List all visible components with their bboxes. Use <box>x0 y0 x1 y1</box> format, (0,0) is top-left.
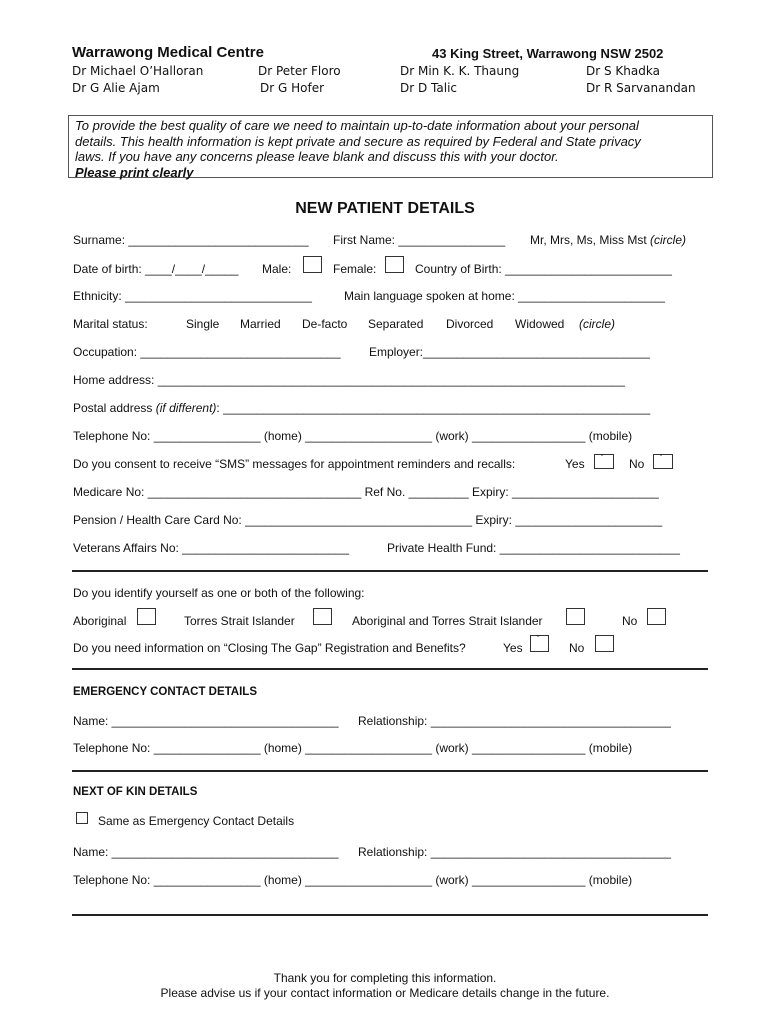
postal-hint: (if different) <box>155 401 217 415</box>
gap-question: Do you need information on “Closing The Gap” Registration and Benefits? <box>73 641 466 655</box>
doctor-name: Dr D Talic <box>400 81 458 95</box>
private-health-field[interactable]: Private Health Fund: ___________________________ <box>387 541 680 555</box>
postal-label: Postal address <box>73 401 153 415</box>
occupation-field[interactable]: Occupation: ______________________________ <box>73 345 341 359</box>
notice-line: details. This health information is kept private and secure as required by Federal and State privacy <box>75 133 641 149</box>
emergency-name-field[interactable]: Name: __________________________________ <box>73 714 339 728</box>
identify-no-checkbox[interactable] <box>647 608 666 625</box>
home-address-field[interactable]: Home address: ______________________________________________________________________ <box>73 373 625 387</box>
female-checkbox[interactable] <box>385 256 404 273</box>
doctor-name: Dr G Hofer <box>260 81 325 95</box>
marital-single[interactable]: Single <box>186 317 220 331</box>
male-checkbox[interactable] <box>303 256 322 273</box>
telephone-field[interactable]: Telephone No: ________________ (home) ___________________ (work) _________________ (mobile) <box>73 429 633 443</box>
marital-defacto[interactable]: De-facto <box>302 317 348 331</box>
pension-field[interactable]: Pension / Health Care Card No: __________________________________ Expiry: ______________________ <box>73 513 663 527</box>
circle-hint: (circle) <box>650 233 686 247</box>
country-field[interactable]: Country of Birth: _________________________ <box>415 262 672 276</box>
doctor-name: Dr R Sarvanandan <box>586 81 696 95</box>
gap-no-label: No <box>569 641 585 655</box>
marital-circle-hint: (circle) <box>579 317 615 331</box>
section-divider <box>72 770 708 772</box>
language-field[interactable]: Main language spoken at home: ______________________ <box>344 289 665 303</box>
identify-question: Do you identify yourself as one or both of the following: <box>73 586 365 600</box>
identify-no-label: No <box>622 614 638 628</box>
female-label: Female: <box>333 262 377 276</box>
torres-label: Torres Strait Islander <box>184 614 295 628</box>
sms-yes-label: Yes <box>565 457 585 471</box>
sms-question: Do you consent to receive “SMS” messages for appointment reminders and recalls: <box>73 457 516 471</box>
kin-relationship-field[interactable]: Relationship: ____________________________________ <box>358 845 671 859</box>
notice-print-clearly: Please print clearly <box>75 164 194 180</box>
clinic-name: Warrawong Medical Centre <box>72 44 264 61</box>
doctor-name: Dr Michael O’Halloran <box>72 64 204 78</box>
kin-telephone-field[interactable]: Telephone No: ________________ (home) ___________________ (work) _________________ (mobile) <box>73 873 633 887</box>
section-divider <box>72 668 708 670</box>
dob-field[interactable]: Date of birth: ____/____/_____ <box>73 262 239 276</box>
marital-divorced[interactable]: Divorced <box>446 317 494 331</box>
clinic-address: 43 King Street, Warrawong NSW 2502 <box>432 46 664 61</box>
emergency-relationship-field[interactable]: Relationship: ____________________________________ <box>358 714 671 728</box>
veterans-field[interactable]: Veterans Affairs No: _________________________ <box>73 541 350 555</box>
marital-label: Marital status: <box>73 317 148 331</box>
male-label: Male: <box>262 262 292 276</box>
both-checkbox[interactable] <box>566 608 585 625</box>
ethnicity-field[interactable]: Ethnicity: ____________________________ <box>73 289 312 303</box>
aboriginal-checkbox[interactable] <box>137 608 156 625</box>
title-options[interactable] <box>530 233 686 247</box>
surname-field[interactable]: Surname: ___________________________ <box>73 233 309 247</box>
sms-yes-checkbox[interactable]: ˚ <box>594 454 614 469</box>
emergency-heading: EMERGENCY CONTACT DETAILS <box>73 686 258 698</box>
kin-name-field[interactable]: Name: __________________________________ <box>73 845 339 859</box>
notice-line: To provide the best quality of care we need to maintain up-to-date information about your personal <box>75 118 639 133</box>
footer-thanks: Thank you for completing this information. <box>273 971 497 985</box>
marital-married[interactable]: Married <box>240 317 281 331</box>
doctor-name: Dr Min K. K. Thaung <box>400 64 520 78</box>
emergency-telephone-field[interactable]: Telephone No: ________________ (home) ___________________ (work) _________________ (mobile) <box>73 741 633 755</box>
marital-widowed[interactable]: Widowed <box>515 317 565 331</box>
sms-no-checkbox[interactable]: ˚ <box>653 454 673 469</box>
both-label: Aboriginal and Torres Strait Islander <box>352 614 543 628</box>
gap-yes-checkbox[interactable]: ˚ <box>530 635 549 652</box>
doctor-name: Dr G Alie Ajam <box>72 81 160 95</box>
employer-field[interactable]: Employer:__________________________________ <box>369 345 650 359</box>
same-as-emergency-checkbox[interactable] <box>76 812 88 824</box>
torres-checkbox[interactable] <box>313 608 332 625</box>
sms-no-label: No <box>629 457 645 471</box>
postal-address-field[interactable] <box>73 401 650 415</box>
doctor-name: Dr Peter Floro <box>258 64 341 78</box>
marital-separated[interactable]: Separated <box>368 317 424 331</box>
section-divider <box>72 914 708 916</box>
section-divider <box>72 570 708 572</box>
privacy-notice <box>68 115 713 178</box>
medicare-field[interactable]: Medicare No: ________________________________ Ref No. _________ Expiry: ______________________ <box>73 485 659 499</box>
same-as-emergency-label: Same as Emergency Contact Details <box>98 814 295 828</box>
kin-heading: NEXT OF KIN DETAILS <box>73 786 198 798</box>
footer-advice: Please advise us if your contact information or Medicare details change in the future. <box>160 986 610 1000</box>
first-name-field[interactable]: First Name: ________________ <box>333 233 506 247</box>
notice-line: laws. If you have any concerns please leave blank and discuss this with your doctor. <box>75 149 559 164</box>
doctor-name: Dr S Khadka <box>586 64 660 78</box>
form-title: NEW PATIENT DETAILS <box>295 200 475 217</box>
aboriginal-label: Aboriginal <box>73 614 127 628</box>
postal-line: : ________________________________________________________________ <box>216 401 651 415</box>
gap-yes-label: Yes <box>503 641 523 655</box>
title-options-text: Mr, Mrs, Ms, Miss Mst <box>530 233 647 247</box>
gap-no-checkbox[interactable] <box>595 635 614 652</box>
